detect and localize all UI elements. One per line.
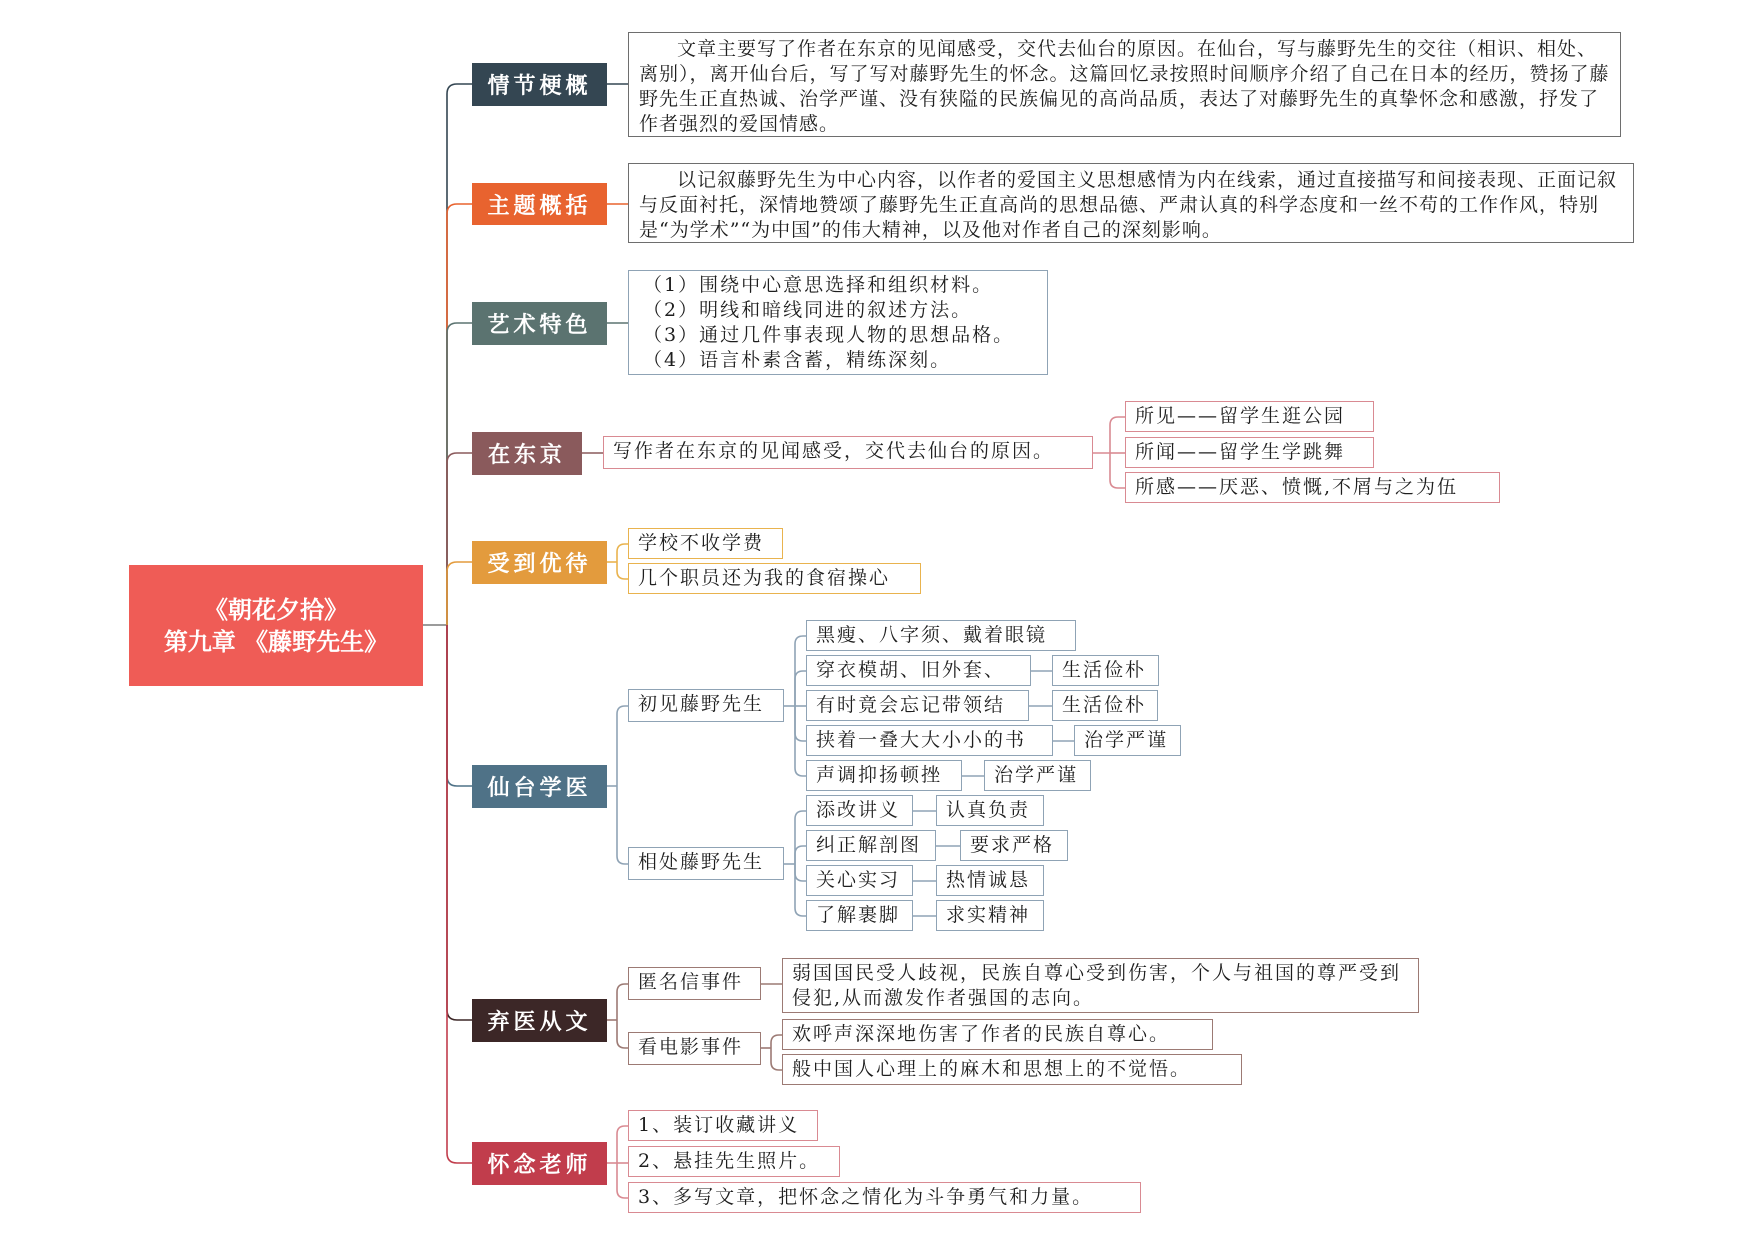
link-treat-items <box>617 544 628 562</box>
topic-favored-treatment[interactable]: 受到优待 <box>472 541 607 584</box>
first-detail: 穿衣模胡、旧外套、 <box>806 655 1031 686</box>
topic-theme-summary[interactable]: 主题概括 <box>472 183 607 225</box>
tokyo-summary: 写作者在东京的见闻感受，交代去仙台的原因。 <box>603 436 1093 469</box>
link-treat-items <box>617 562 628 579</box>
sendai-first-meet: 初见藤野先生 <box>628 689 784 722</box>
first-note: 治学严谨 <box>984 760 1091 791</box>
link-first-details <box>795 671 806 706</box>
link-quit-sub <box>617 984 628 1020</box>
quit-film-event: 看电影事件 <box>628 1032 761 1065</box>
link-quit-film <box>771 1035 782 1048</box>
plot-summary-text <box>628 32 1621 137</box>
link-quit-film <box>771 1048 782 1070</box>
link-sendai-sub <box>617 706 628 786</box>
first-detail: 黑瘦、八字须、戴着眼镜 <box>806 620 1076 651</box>
tokyo-seen: 所见——留学生逛公园 <box>1125 401 1374 432</box>
miss-item: 1、装订收藏讲义 <box>628 1110 818 1141</box>
topic-in-tokyo[interactable]: 在东京 <box>472 432 582 475</box>
along-detail: 纠正解剖图 <box>806 830 936 861</box>
theme-summary-text <box>628 163 1634 243</box>
branch-tokyo <box>447 453 472 625</box>
first-note: 治学严谨 <box>1074 725 1181 756</box>
branch-miss <box>447 625 472 1163</box>
branch-quit <box>447 625 472 1020</box>
theme-summary-content: 以记叙藤野先生为中心内容，以作者的爱国主义思想感情为内在线索，通过直接描写和间接表现、正面记叙与反面衬托，深情地赞颂了藤野先生正直高尚的思想品德、严肃认真的科学态度和一丝不苟的工作作风，特别是“为学术”“为中国”的伟大精神，以及他对作者自己的深刻影响。 <box>639 169 1618 241</box>
link-along-details <box>795 811 806 864</box>
link-along-details <box>795 864 806 881</box>
first-detail: 声调抑扬顿挫 <box>806 760 962 791</box>
root-title <box>129 565 423 686</box>
art-item: （4）语言朴素含蓄，精练深刻。 <box>643 349 952 371</box>
link-tokyo-items <box>1110 453 1125 488</box>
branch-plot <box>447 84 472 625</box>
branch-treat <box>447 562 472 625</box>
miss-item: 3、多写文章，把怀念之情化为斗争勇气和力量。 <box>628 1182 1141 1213</box>
topic-plot-summary[interactable]: 情节梗概 <box>472 63 607 106</box>
topic-sendai-medicine[interactable]: 仙台学医 <box>472 765 607 808</box>
tokyo-felt: 所感——厌恶、愤慨,不屑与之为伍 <box>1125 472 1500 503</box>
link-quit-sub <box>617 1020 628 1048</box>
miss-item: 2、悬挂先生照片。 <box>628 1146 840 1177</box>
quit-film-item: 欢呼声深深地伤害了作者的民族自尊心。 <box>782 1019 1213 1050</box>
along-note: 要求严格 <box>960 830 1068 861</box>
branch-art <box>447 323 472 625</box>
along-note: 求实精神 <box>936 900 1044 931</box>
first-note: 生活俭朴 <box>1052 690 1158 721</box>
quit-letter-event: 匿名信事件 <box>628 967 761 1000</box>
branch-sendai <box>447 625 472 786</box>
tokyo-heard: 所闻——留学生学跳舞 <box>1125 437 1374 468</box>
first-detail: 有时竟会忘记带领结 <box>806 690 1029 721</box>
root-title-line2: 第九章 《藤野先生》 <box>163 627 389 656</box>
first-detail: 挟着一叠大大小小的书 <box>806 725 1053 756</box>
treat-no-tuition: 学校不收学费 <box>628 528 783 559</box>
art-item: （1）围绕中心意思选择和组织材料。 <box>643 274 994 296</box>
link-along-details <box>795 846 806 864</box>
along-detail: 了解裹脚 <box>806 900 913 931</box>
link-along-details <box>795 864 806 916</box>
first-note: 生活俭朴 <box>1052 655 1159 686</box>
root-title-line1: 《朝花夕拾》 <box>204 595 348 624</box>
art-item: （3）通过几件事表现人物的思想品格。 <box>643 324 1015 346</box>
link-first-details <box>795 706 806 741</box>
along-note: 认真负责 <box>936 795 1044 826</box>
artistic-features-list <box>628 270 1048 375</box>
link-sendai-sub <box>617 786 628 864</box>
link-tokyo-items <box>1110 417 1125 453</box>
topic-artistic-features[interactable]: 艺术特色 <box>472 302 607 345</box>
topic-missing-teacher[interactable]: 怀念老师 <box>472 1142 607 1185</box>
quit-letter-text: 弱国国民受人歧视，民族自尊心受到伤害，个人与祖国的尊严受到侵犯,从而激发作者强国的志向。 <box>782 958 1419 1013</box>
art-item: （2）明线和暗线同进的叙述方法。 <box>643 299 973 321</box>
link-miss-items <box>617 1163 628 1198</box>
along-detail: 添改讲义 <box>806 795 913 826</box>
plot-summary-content: 文章主要写了作者在东京的见闻感受，交代去仙台的原因。在仙台，写与藤野先生的交往（相识、相处、离别），离开仙台后，写了写对藤野先生的怀念。这篇回忆录按照时间顺序介绍了自己在日本的经历，赞扬了藤野先生正直热诚、治学严谨、没有狭隘的民族偏见的高尚品质，表达了对藤野先生的真挚怀念和感激，抒发了作者强烈的爱国情感。 <box>639 38 1610 135</box>
along-note: 热情诚恳 <box>936 865 1044 896</box>
treat-staff-care: 几个职员还为我的食宿操心 <box>628 563 921 594</box>
quit-film-item: 般中国人心理上的麻木和思想上的不觉悟。 <box>782 1054 1242 1085</box>
link-miss-items <box>617 1126 628 1163</box>
sendai-get-along: 相处藤野先生 <box>628 847 784 880</box>
along-detail: 关心实习 <box>806 865 913 896</box>
topic-quit-medicine[interactable]: 弃医从文 <box>472 999 607 1042</box>
